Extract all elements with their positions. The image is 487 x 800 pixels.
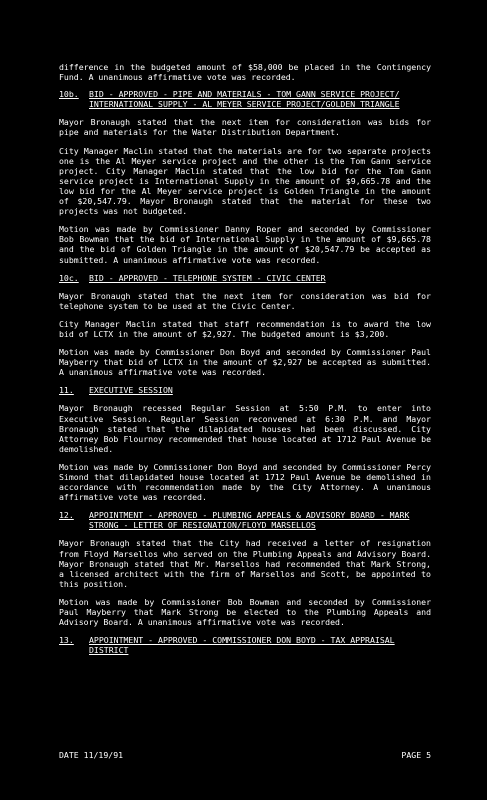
paragraph-telephone-motion: Motion was made by Commissioner Don Boyd and seconded by Commissioner Paul Mayberry that bid of LCTX in the amount of $2,927 be accepted as submitted. A unanimous affirmative vote was recorded. <box>59 347 431 378</box>
section-number: 11. <box>59 385 74 396</box>
footer-page-number: PAGE 5 <box>401 750 431 760</box>
paragraph-manager-materials: City Manager Maclin stated that the materials are for two separate projects one is the Al Meyer service project and the other is the Tom Gann service project. City Manager Maclin stated that the low bid for the Tom Gann service project is International Supply in the amount of $9,665.78 and the low bid for the Al Meyer service project is Golden Triangle in the amount of $20,547.79. Mayor Bronaugh stated that the material for these two projects was not budgeted. <box>59 145 431 217</box>
paragraph-resignation: Mayor Bronaugh stated that the City had received a letter of resignation from Floyd Marsellos who served on the Plumbing Appeals and Advisory Board. Mayor Bronaugh stated that Mr. Marsellos had recommended that Mark Strong, a licensed architect with the firm of Marsellos and Scott, be appointed to this position. <box>59 538 431 589</box>
section-number: 12. <box>59 510 74 521</box>
section-title: APPOINTMENT - APPROVED - PLUMBING APPEALS & ADVISORY BOARD - MARK STRONG - LETTER OF RESIGNATION/FLOYD MARSELLOS <box>89 510 410 531</box>
section-title: BID - APPROVED - PIPE AND MATERIALS - TOM GANN SERVICE PROJECT/ INTERNATIONAL SUPPLY - AL MEYER SERVICE PROJECT/GOLDEN TRIANGLE <box>89 89 400 110</box>
section-title: EXECUTIVE SESSION <box>89 385 173 396</box>
paragraph-demolition-motion: Motion was made by Commissioner Don Boyd and seconded by Commissioner Percy Simond that dilapidated house located at 1712 Paul Avenue be demolished in accordance with recommendation made by the City Attorney. A unanimous affirmative vote was recorded. <box>59 461 431 503</box>
section-title: APPOINTMENT - APPROVED - COMMISSIONER DON BOYD - TAX APPRAISAL DISTRICT <box>89 635 395 656</box>
paragraph-telephone-recommendation: City Manager Maclin stated that staff recommendation is to award the low bid of LCTX in the amount of $2,927. The budgeted amount is $3,200. <box>59 318 431 339</box>
section-10b-heading <box>59 89 431 109</box>
section-13-heading <box>59 635 431 655</box>
section-12-heading <box>59 510 431 530</box>
section-title: BID - APPROVED - TELEPHONE SYSTEM - CIVIC CENTER <box>89 272 326 283</box>
section-number: 13. <box>59 635 74 646</box>
footer-date: DATE 11/19/91 <box>59 750 124 760</box>
paragraph-pipe-motion: Motion was made by Commissioner Danny Roper and seconded by Commissioner Bob Bowman that the bid of International Supply in the amount of $9,665.78 and the bid of Golden Triangle in the amount of $20,547.79 be accepted as submitted. A unanimous affirmative vote was recorded. <box>59 224 431 265</box>
section-10c-heading <box>59 273 431 283</box>
paragraph-pipe-bids: Mayor Bronaugh stated that the next item for consideration was bids for pipe and materials for the Water Distribution Department. <box>59 117 431 138</box>
paragraph-telephone-item: Mayor Bronaugh stated that the next item for consideration was bid for telephone system to be used at the Civic Center. <box>59 290 431 311</box>
paragraph-appointment-motion: Motion was made by Commissioner Bob Bowman and seconded by Commissioner Paul Mayberry that Mark Strong be elected to the Plumbing Appeals and Advisory Board. A unanimous affirmative vote was recorded. <box>59 596 431 628</box>
section-11-heading <box>59 385 431 395</box>
section-number: 10c. <box>59 272 79 283</box>
paragraph-executive-session: Mayor Bronaugh recessed Regular Session at 5:50 P.M. to enter into Executive Session. Regular Session reconvened at 6:30 P.M. and Mayor Bronaugh stated that the dilapidated houses had been discussed. City Attorney Bob Flournoy recommended that house located at 1712 Paul Avenue be demolished. <box>59 403 431 454</box>
page-footer <box>59 750 431 760</box>
section-number: 10b. <box>59 89 79 100</box>
paragraph-contingency: difference in the budgeted amount of $58,000 be placed in the Contingency Fund. A unanimous affirmative vote was recorded. <box>59 62 431 83</box>
minutes-page <box>59 62 431 663</box>
